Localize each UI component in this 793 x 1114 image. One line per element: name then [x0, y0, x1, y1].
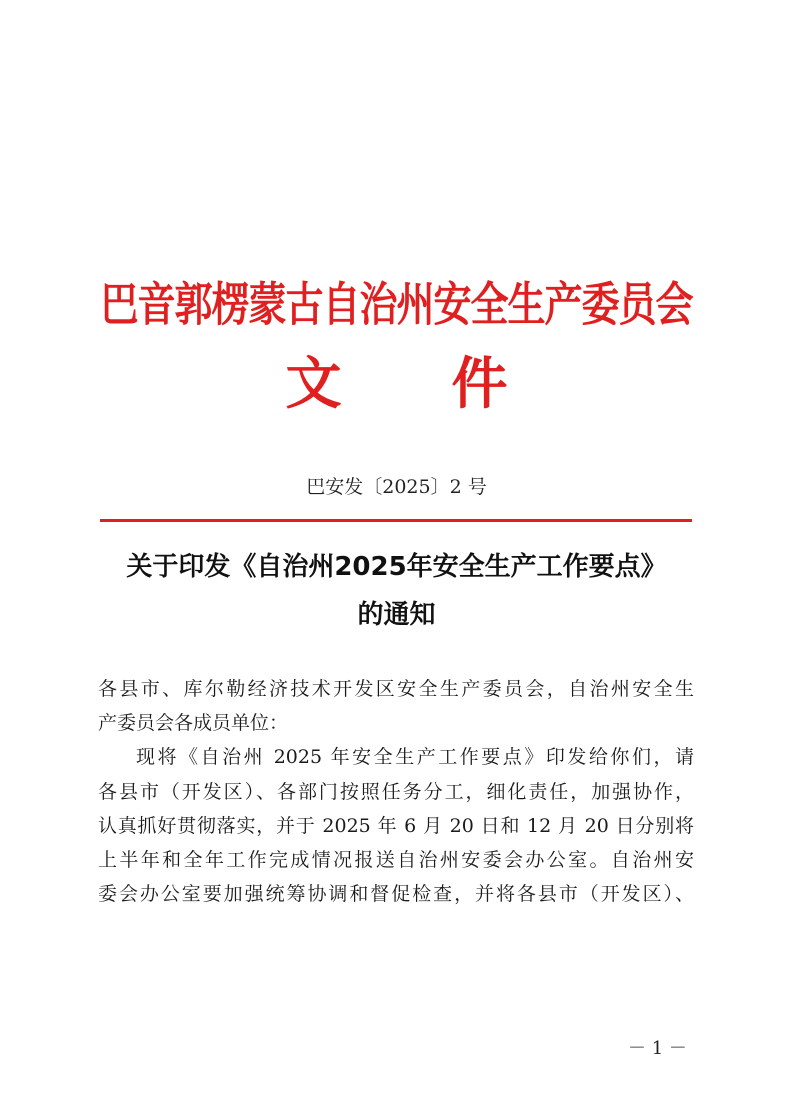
body-line: 各县市（开发区）、各部门按照任务分工，细化责任，加强协作， — [98, 780, 694, 803]
page-number: － 1 － — [628, 1038, 687, 1059]
notice-title-line-2: 的通知 — [357, 600, 436, 630]
body-line: 认真抓好贯彻落实，并于 2025 年 6 月 20 日和 12 月 20 日分别将 — [98, 814, 694, 837]
document-word: 文件 — [285, 352, 618, 417]
body-text — [98, 672, 694, 911]
body-line: 各县市、库尔勒经济技术开发区安全生产委员会，自治州安全生 — [98, 678, 694, 700]
document-number: 巴安发〔2025〕2 号 — [306, 476, 487, 498]
issuing-organization: 巴音郭楞蒙古自治州安全生产委员会 — [100, 277, 693, 332]
body-line: 产委员会各成员单位： — [98, 712, 289, 735]
notice-title-line-1: 关于印发《自治州2025年安全生产工作要点》 — [126, 552, 667, 582]
body-line: 委会办公室要加强统筹协调和督促检查，并将各县市（开发区）、 — [98, 883, 694, 906]
notice-title — [0, 543, 793, 639]
red-divider-line — [100, 519, 692, 522]
body-line: 上半年和全年工作完成情况报送自治州安委会办公室。自治州安 — [98, 849, 694, 872]
body-line: 现将《自治州 2025 年安全生产工作要点》印发给你们，请 — [136, 746, 694, 769]
